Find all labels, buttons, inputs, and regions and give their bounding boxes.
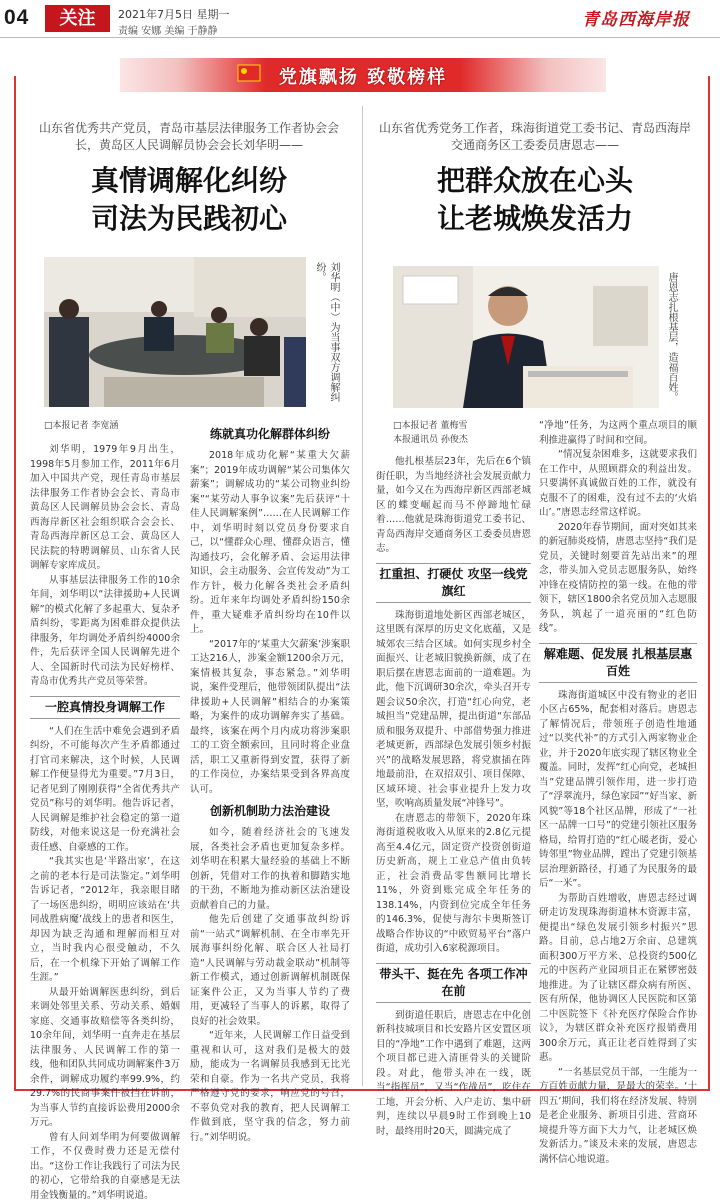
- right-photo-caption: 唐恩志扎根基层，造福百姓。: [664, 272, 678, 412]
- right-subheading-3: 解难题、促发展 扎根基层惠百姓: [539, 643, 697, 683]
- paragraph: “一名基层党员干部，一生能为一方百姓贡献力量，是最大的荣幸。‘十四五’期间，我们将在经济发展、特别是老企业服务、新项目引进、营商环境提升等方面下大力气，让老城区焕发新活力。”谈及未来的发展，唐恩志满怀信心地说道。: [539, 1066, 697, 1168]
- left-headline-line1: 真情调解化纠纷: [30, 162, 348, 200]
- right-byline-1: □本报记者 董梅雪: [393, 420, 467, 433]
- paragraph: 刘华明，1979年9月出生，1998年5月参加工作，2011年6月加入中国共产党，现任青岛市基层法律服务工作者协会会长、青岛市黄岛区人民调解员协会会长、青岛西海岸新区社会组织联合会会长、青岛西海岸新区总工会、黄岛区人民法院的特聘调解员、山东省人民调解专家库成员。: [30, 443, 180, 574]
- banner-title: 党旗飘扬 致敬榜样: [120, 63, 606, 89]
- right-headline-line2: 让老城焕发活力: [376, 200, 694, 238]
- paragraph: 曾有人问刘华明为何要做调解工作，不仅费时费力还是无偿付出。“这份工作让我践行了司法为民的初心，它带给我的自豪感是无法用金钱衡量的。”刘华明说道。: [30, 1131, 180, 1203]
- section-tag: 关注: [45, 5, 110, 32]
- left-subheading-1: 一腔真情投身调解工作: [30, 696, 180, 719]
- right-byline-2: 本报通讯员 孙俊杰: [393, 434, 468, 447]
- left-photo: [44, 257, 306, 407]
- paragraph: 2020年春节期间，面对突如其来的新冠肺炎疫情，唐恩志坚持“我们是党员，关键时刻要首先站出来”的理念，带头加入党员志愿服务队，始终冲锋在疫情防控的第一线。在他的带领下，辖区1800余名党员加入志愿服务队，筑起了一道亮丽的“红色防线”。: [539, 521, 697, 637]
- paragraph: 为帮助百姓增收，唐恩志经过调研走访发现珠海街道林木资源丰富，便提出“绿色发展引领乡村振兴”思路。目前，总占地2万余亩、总建筑面积300万平方米、总投资约500亿元的中医药产业园项目正在紧锣密鼓地推进。为了让辖区群众病有所医、医有所保，他协调区人民医院和区第二中医院签下《补充医疗保险合作协议》，为辖区群众补充医疗报销费用300余万元，真正让老百姓得到了实惠。: [539, 892, 697, 1066]
- paragraph: “情况复杂困难多，这就要求我们在工作中，从照顾群众的利益出发。只要满怀真诚做百姓的工作，就没有克服不了的困难，没有过不去的‘火焰山’。”唐恩志经常这样说。: [539, 448, 697, 521]
- newspaper-logo: 青岛西海岸报: [582, 5, 714, 30]
- right-column-2: [539, 419, 697, 1083]
- left-subheading-2: 练就真功化解群体纠纷: [190, 426, 350, 443]
- right-intro: 山东省优秀党务工作者，珠海街道党工委书记、青岛西海岸交通商务区工委委员唐恩志——: [376, 120, 694, 154]
- paragraph: 从事基层法律服务工作的10余年间，刘华明以“法律援助+人民调解”的模式化解了多起重大、复杂矛盾纠纷，零距离为困难群众提供法律服务，年均调处矛盾纠纷4000余件，先后获评全国人民调解先进个人、全国新时代司法为民好榜样、青岛市优秀共产党员等荣誉。: [30, 574, 180, 690]
- left-column-2: [190, 426, 350, 1083]
- paragraph: 珠海街道城区中没有物业的老旧小区占65%，配套相对落后。唐恩志了解情况后，带领班子创造性地通过“以奖代补”的方式引入两家物业企业，并于2020年底实现了辖区物业全覆盖。同时，发挥“红心向党，老城担当”党建品牌引领作用，进一步打造了“浮翠流丹，绿色家园”“好当家、新风貌”等18个社区品牌，形成了“一社区一品牌一口号”的党建引领社区服务格局，给胃打造的“红心暖老街，爱心铸邻里”物业品牌，蹚出了党建引领基层治理新路径，打通了为民服务的最后“一米”。: [539, 689, 697, 892]
- paragraph: 珠海街道地处新区西部老城区，这里既有深厚的历史文化底蕴，又是城郊农三结合区域。如何实现乡村全面振兴、让老城旧貌换新颜，成了在职后摆在唐恩志面前的一道难题。为此，他下沉调研30余次，牵头召开专题会议50余次，打造“红心向党，老城担当”党建品牌，提出街道“东部品质和服务双提升、中部借势强力推进老城更新，西部绿色发展引领乡村振兴”的战略发展思路，将党旗插在阵地最前沿，在双招双引、项目保障、区域环境、社会事业提升上发力攻坚，吹响高质量发展“冲锋号”。: [376, 609, 531, 812]
- paragraph: “2017年的‘某重大欠薪案’涉案职工达216人，涉案金额1200余万元，案情极其复杂，事态紧急。”刘华明说，案件受理后，他带领团队提出“法律援助+人民调解”相结合的办案策略，为案件的成功调解奔实了基础。最终，该案在两个月内成功将涉案职工的工资全额索回，且同时将企业盘活，职工又重新得到安置，获得了新的工作岗位，办案结果受到各界高度认可。: [190, 638, 350, 798]
- paragraph: 2018年成功化解“某重大欠薪案”；2019年成功调解“某公司集体欠薪案”；调解成功的“某公司物业纠纷案”“某劳动人事争议案”先后获评“十佳人民调解案例”……在人民调解工作中，刘华明时刻以党员身份要求自己，以“懂群众心理、懂群众语言，懂沟通技巧，会化解矛盾、会运用法律知识，会主动服务、会宣传发动”为工作方针，极力化解各类社会矛盾纠纷。近年来年均调处矛盾纠纷150余件，重大疑难矛盾纠纷均在10件以上。: [190, 449, 350, 638]
- masthead: [0, 0, 720, 38]
- paragraph: 如今，随着经济社会的飞速发展，各类社会矛盾也更加复杂多样。刘华明在积累大量经验的基础上不断创新，凭借对工作的执着和脚踏实地的干劲，不断地为推动新区法治建设贡献着自己的力量。: [190, 826, 350, 913]
- date-line: 2021年7月5日 星期一: [118, 6, 230, 22]
- right-subheading-1: 扛重担、打硬仗 攻坚一线党旗红: [376, 563, 531, 603]
- paragraph: 从最开始调解医患纠纷，到后来调处邻里关系、劳动关系、婚姻家庭、交通事故赔偿等各类纠纷，10余年间，刘华明一直奔走在基层法律服务、人民调解工作的第一线，他和团队共同成功调解案件3万余件，调解成功履约率99.9%，约29.7%的民商事案件被挡在诉前，为当事人节约直接诉讼费用2000余万元。: [30, 986, 180, 1131]
- editors-line: 责编 安娜 美编 于静静: [118, 22, 218, 37]
- paragraph: “近年来，人民调解工作日益受到重视和认可，这对我们是极大的鼓励，能成为一名调解员我感到无比光荣和自豪。作为一名共产党员，我将严格遵守党的要求，响应党的号召，不辜负党对我的教育，把人民调解工作做到底，坚守我的信念，努力前行。”刘华明说。: [190, 1029, 350, 1145]
- paragraph: “人们在生活中难免会遇到矛盾纠纷，不可能每次产生矛盾都通过打官司来解决，这个时候，人民调解工作便显得尤为重要。”7月3日，记者见到了刚刚获得“全省优秀共产党员”称号的刘华明。他告诉记者，人民调解是维护社会稳定的第一道防线，对他来说这是一份充满社会责任感、自豪感的工作。: [30, 725, 180, 856]
- left-column-1: [30, 443, 180, 1083]
- right-column-1: [376, 455, 531, 1083]
- right-photo: [393, 266, 659, 408]
- paragraph: 他先后创建了交通事故纠纷诉前“一站式”调解机制、在全市率先开展海事纠纷化解、联合区人社局打造“人民调解与劳动裁金联动”机制等新工作模式，通过创新调解机制既保证案件公正，又为当事人节约了费用，更减轻了当事人的诉累，取得了良好的社会效果。: [190, 913, 350, 1029]
- left-headline-line2: 司法为民践初心: [30, 200, 348, 238]
- paragraph: “我其实也是‘半路出家’，在这之前的老本行是司法鉴定。”刘华明告诉记者，“2012年，我亲眼目睹了一场医患纠纷，明明应该站在‘共同战胜病魔’战线上的患者和医生，却因为缺乏沟通和理解而相互对立，当时我内心很受触动，不久后，在一个机缘下开始了调解工作生涯。”: [30, 855, 180, 986]
- paragraph: 到街道任职后，唐恩志在中化创新科技城项目和长安路片区安置区项目的“净地”工作中遇到了难题，这两个项目都已进入清匪骨头的关键阶段。对此，他带头冲在一线，既当“指挥员”，又当“作战员”，吃住在工地，开会分析、入户走访、集中研判，连续以早晨9时工作到晚上10时，最终用时20天，圆满完成了: [376, 1009, 531, 1140]
- left-photo-caption: 刘华明（中）为当事双方调解纠纷。: [312, 262, 340, 412]
- left-byline: □本报记者 李宽涵: [44, 420, 118, 433]
- right-headline-line1: 把群众放在心头: [376, 162, 694, 200]
- paragraph: 在唐恩志的带领下，2020年珠海街道税收收入从原来的2.8亿元提高至4.4亿元，固定资产投资创街道历史新高，规上工业总产值由负转正，社会消费品零售额同比增长11%，外资到账完成全年任务的138.14%，内资到位完成全年任务的146.3%，促使与海尔卡奥斯签订战略合作协议的“中欧贸易平台”落户街道，成功引入6家税源项目。: [376, 812, 531, 957]
- right-subheading-2: 带头干、挺在先 各项工作冲在前: [376, 963, 531, 1003]
- banner: [120, 58, 606, 92]
- left-intro: 山东省优秀共产党员，青岛市基层法律服务工作者协会会长，黄岛区人民调解员协会会长刘华明——: [30, 120, 348, 154]
- page-number: 04: [4, 6, 29, 30]
- left-subheading-3: 创新机制助力法治建设: [190, 803, 350, 820]
- paragraph: “净地”任务，为这两个重点项目的顺利推进赢得了时间和空间。: [539, 419, 697, 448]
- paragraph: 他扎根基层23年，先后在6个镇街任职，为当地经济社会发展贡献力量，如今又在为西海岸新区西部老城区的蝶变崛起而马不停蹄地忙碌着……他就是珠海街道党工委书记、青岛西海岸交通商务区工委委员唐恩志。: [376, 455, 531, 557]
- column-divider: [362, 106, 363, 1086]
